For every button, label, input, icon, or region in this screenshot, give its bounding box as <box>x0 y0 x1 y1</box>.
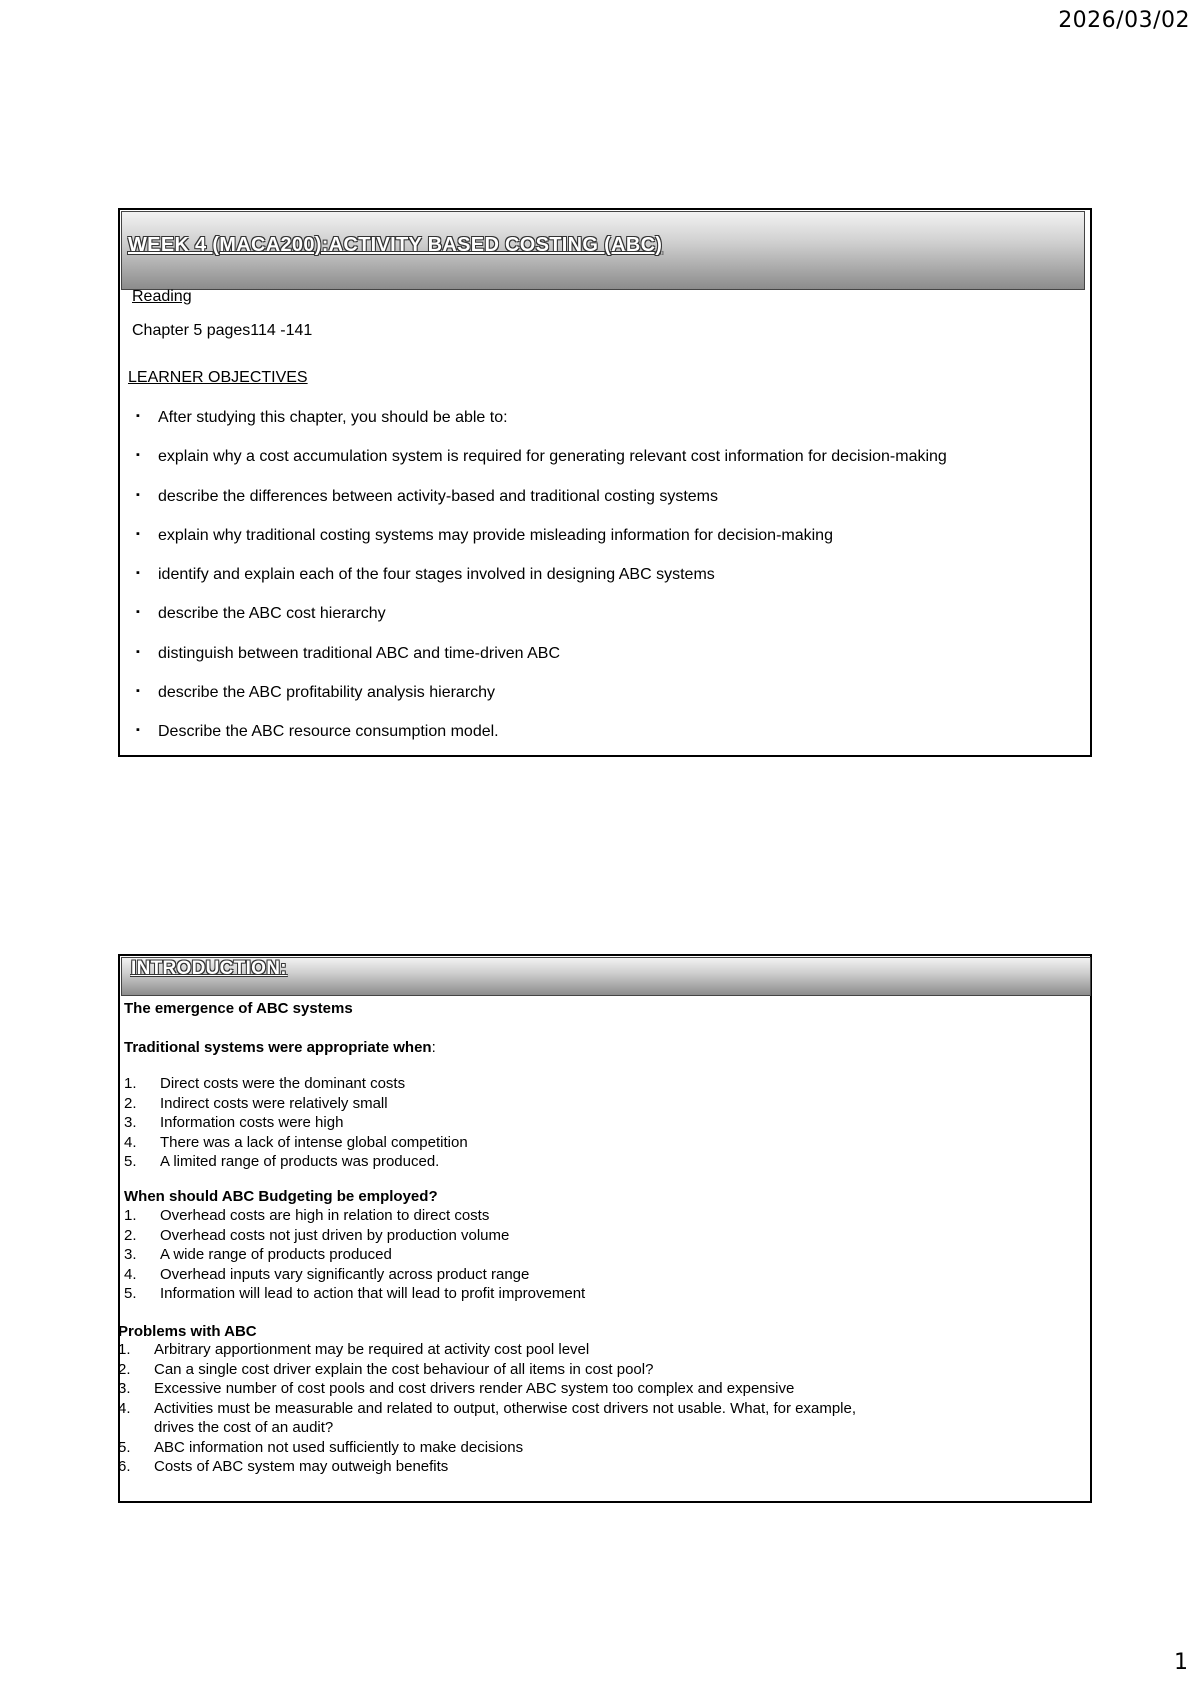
slide-title: INTRODUCTION: <box>131 958 287 979</box>
list-item: ▪ distinguish between traditional ABC and time-driven ABC <box>136 645 947 684</box>
list-item: ▪ explain why a cost accumulation system is required for generating relevant cost information for decision-making <box>136 448 947 487</box>
list-item-continuation: drives the cost of an audit? <box>154 1419 334 1436</box>
reading-label: Reading <box>132 288 192 305</box>
traditional-heading-colon: : <box>431 1039 436 1056</box>
traditional-heading <box>124 1038 436 1058</box>
slide-header-bar <box>121 957 1091 996</box>
problems-heading: Problems with ABC <box>118 1323 257 1340</box>
slide-introduction: INTRODUCTION: The emergence of ABC systems Traditional systems were appropriate when: 1. Direct costs were the dominant costs 2. Indirect costs were relatively small 3. Information costs were high 4. There was a lack of intense global competition 5. A limited range of products was produced. When should ABC Budgeting be employed? 1. Overhead costs are high in relation to direct costs 2. Overhead costs not just driven by production volume 3. A wide range of products produced 4. Overhead inputs vary significantly across product range 5. Information will lead to action that will lead to profit improvement Problems with ABC 1. Arbitrary apportionment may be required at activity cost pool level 2. Can a single cost driver explain the cost behaviour of all items in cost pool? 3. Excessive number of cost pools and cost drivers render ABC system too complex and expensive 4. Activities must be measurable and related to output, otherwise cost drivers not usable. What, for example, drives the cost of an audit? 5. ABC information not used sufficiently to make decisions 6. Costs of ABC system may outweigh benefits <box>118 954 1092 1503</box>
traditional-heading-text: Traditional systems were appropriate when <box>124 1039 432 1056</box>
list-item: ▪ explain why traditional costing systems may provide misleading information for decision-making <box>136 527 947 566</box>
list-item: ▪ Describe the ABC resource consumption model. <box>136 723 947 762</box>
slide-week4-overview <box>118 208 1092 757</box>
section-subtitle: The emergence of ABC systems <box>124 1000 353 1017</box>
reading-text: Chapter 5 pages114 -141 <box>132 322 313 339</box>
list-item: ▪ describe the ABC profitability analysis hierarchy <box>136 684 947 723</box>
objectives-list <box>136 409 947 763</box>
list-item: ▪ describe the ABC cost hierarchy <box>136 605 947 644</box>
when-heading: When should ABC Budgeting be employed? <box>124 1188 438 1205</box>
list-item: ▪ After studying this chapter, you should be able to: <box>136 409 947 448</box>
list-item: ▪ identify and explain each of the four stages involved in designing ABC systems <box>136 566 947 605</box>
slide-title: WEEK 4 (MACA200):ACTIVITY BASED COSTING (ABC) <box>128 234 663 256</box>
print-date: 2026/03/02 <box>1058 8 1190 33</box>
objectives-heading: LEARNER OBJECTIVES <box>128 369 308 386</box>
list-item: ▪ describe the differences between activity-based and traditional costing systems <box>136 488 947 527</box>
slide-header-bar <box>121 211 1085 290</box>
page-number: 1 <box>1174 1650 1188 1675</box>
